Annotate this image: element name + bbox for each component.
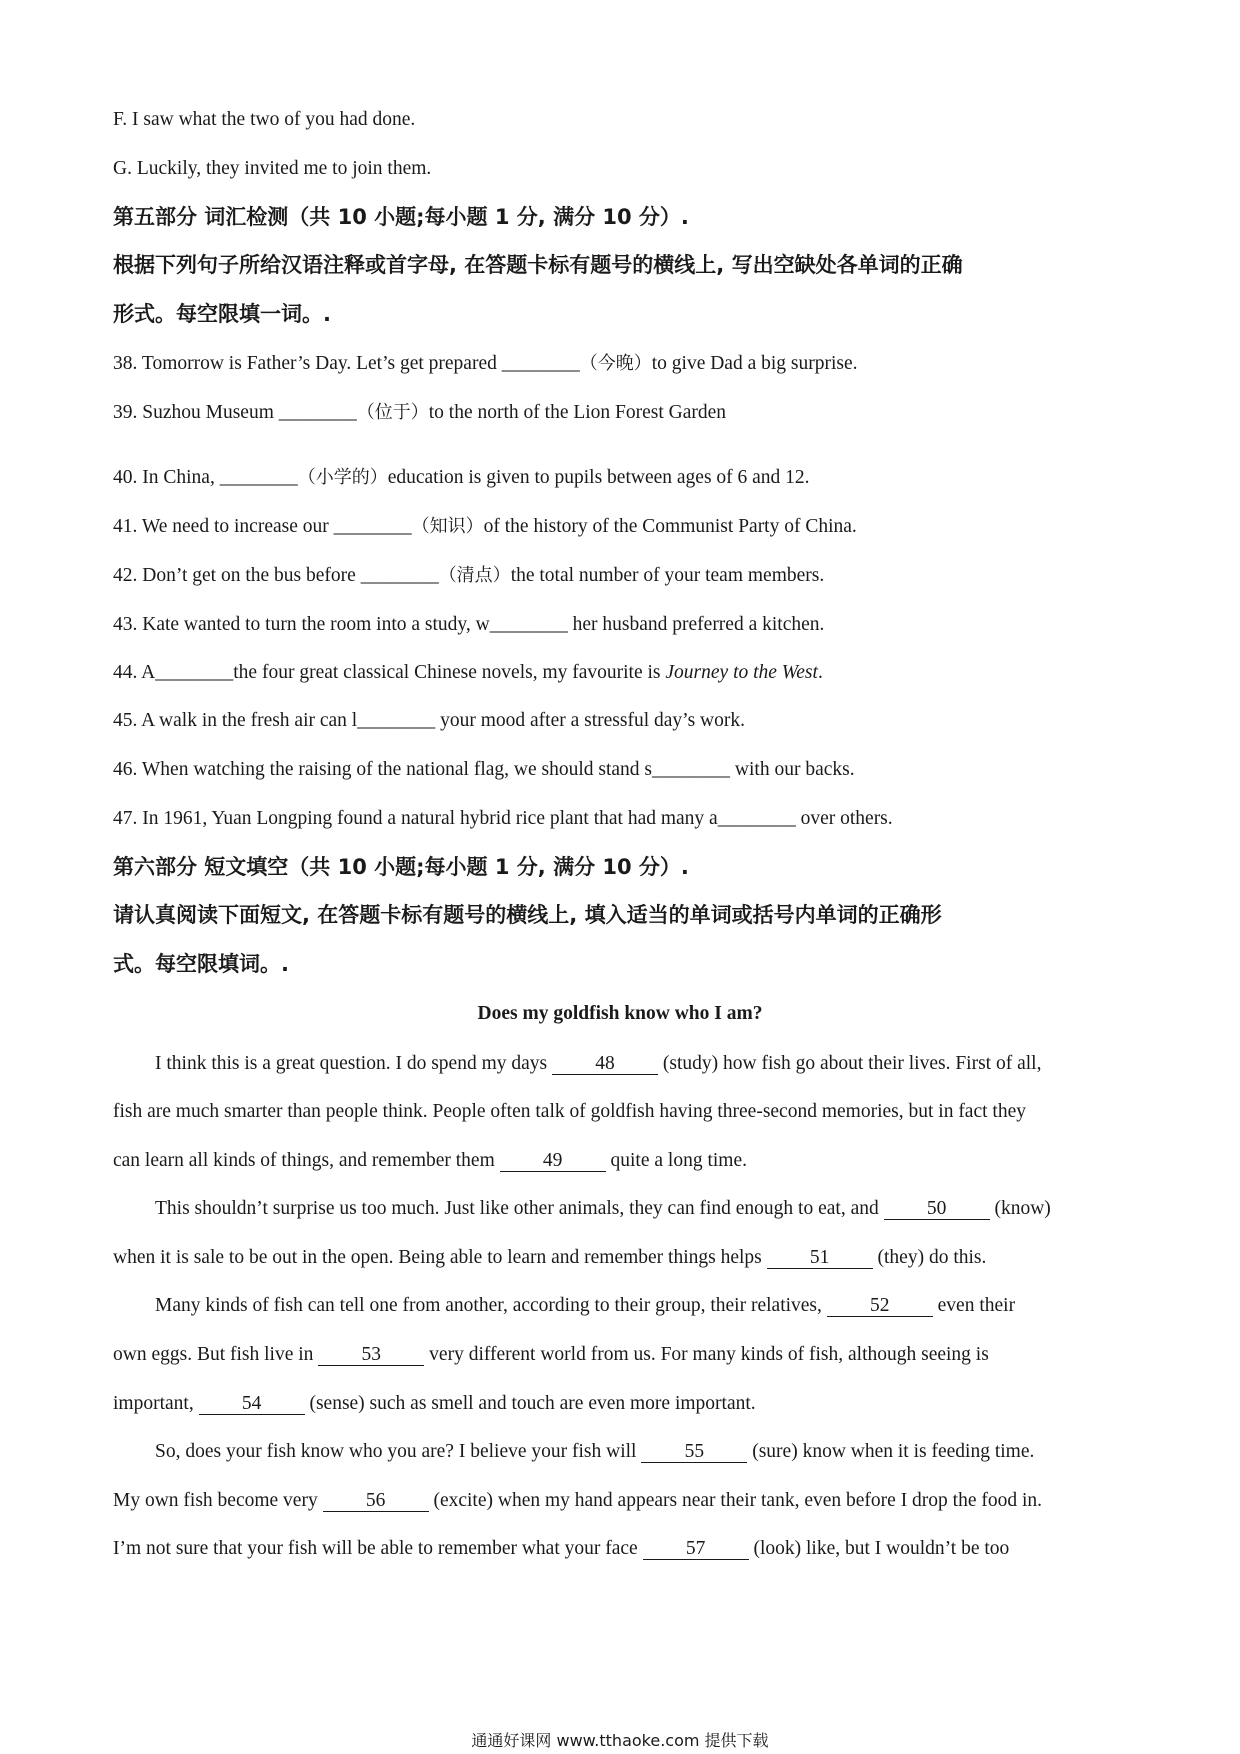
question-text: 46. When watching the raising of the national flag, we should stand s — [113, 759, 653, 780]
question-text: 45. A walk in the fresh air can l — [113, 710, 358, 731]
question-text: over others. — [795, 808, 893, 829]
passage-text: even their — [932, 1295, 1016, 1316]
hint-text: （今晚） — [579, 353, 652, 374]
answer-blank[interactable]: ________ — [717, 808, 796, 829]
numbered-blank-54[interactable]: 54 — [199, 1394, 305, 1415]
question-text: 44. A — [113, 662, 156, 683]
answer-blank[interactable]: ________ — [501, 353, 580, 374]
passage-text: can learn all kinds of things, and remember them — [113, 1150, 500, 1171]
answer-blank[interactable]: ________ — [357, 710, 436, 731]
numbered-blank-55[interactable]: 55 — [641, 1442, 747, 1463]
question-41 — [113, 515, 857, 539]
question-40 — [113, 466, 810, 490]
numbered-blank-56[interactable]: 56 — [323, 1491, 429, 1512]
question-text: to the north of the Lion Forest Garden — [428, 402, 727, 423]
passage-text: quite a long time. — [605, 1150, 747, 1171]
numbered-blank-51[interactable]: 51 — [767, 1248, 873, 1269]
passage-text: (sense) such as smell and touch are even more important. — [304, 1393, 756, 1414]
question-text: 38. Tomorrow is Father’s Day. Let’s get prepared — [113, 353, 502, 374]
numbered-blank-52[interactable]: 52 — [827, 1296, 933, 1317]
footer-watermark: 通通好课网 www.tthaoke.com 提供下载 — [471, 1731, 769, 1750]
passage-text: (sure) know when it is feeding time. — [747, 1441, 1035, 1462]
answer-blank[interactable]: ________ — [489, 614, 568, 635]
passage-text: (excite) when my hand appears near their tank, even before I drop the food in. — [428, 1490, 1043, 1511]
part6-heading: 第六部分 短文填空（共 10 小题;每小题 1 分, 满分 10 分）. — [113, 855, 689, 879]
passage-line — [155, 1294, 1015, 1318]
question-text: 42. Don’t get on the bus before — [113, 565, 361, 586]
question-44 — [113, 661, 823, 685]
question-43 — [113, 613, 824, 637]
passage-text: important, — [113, 1393, 199, 1414]
numbered-blank-53[interactable]: 53 — [318, 1345, 424, 1366]
hint-text: （知识） — [411, 516, 484, 537]
question-text: the total number of your team members. — [510, 565, 825, 586]
question-42 — [113, 564, 824, 588]
hint-text: （位于） — [356, 402, 429, 423]
question-text: with our backs. — [730, 759, 855, 780]
numbered-blank-57[interactable]: 57 — [643, 1539, 749, 1560]
passage-text: very different world from us. For many kinds of fish, although seeing is — [424, 1344, 989, 1365]
answer-blank[interactable]: ________ — [155, 662, 234, 683]
passage-line — [113, 1489, 1042, 1513]
part5-instruction-1: 根据下列句子所给汉语注释或首字母, 在答题卡标有题号的横线上, 写出空缺处各单词的正确 — [113, 253, 963, 277]
question-text: 47. In 1961, Yuan Longping found a natural hybrid rice plant that had many a — [113, 808, 718, 829]
question-text: 41. We need to increase our — [113, 516, 334, 537]
question-text: her husband preferred a kitchen. — [567, 614, 825, 635]
option-g: G. Luckily, they invited me to join them. — [113, 158, 432, 179]
question-text: . — [817, 662, 823, 683]
answer-blank[interactable]: ________ — [333, 516, 412, 537]
question-text: your mood after a stressful day’s work. — [435, 710, 745, 731]
passage-text: (look) like, but I wouldn’t be too — [748, 1538, 1010, 1559]
question-text: 43. Kate wanted to turn the room into a study, w — [113, 614, 490, 635]
numbered-blank-50[interactable]: 50 — [884, 1199, 990, 1220]
passage-text: fish are much smarter than people think. People often talk of goldfish having three-second memories, but in fact they — [113, 1101, 1026, 1122]
question-47 — [113, 807, 893, 831]
passage-line — [113, 1537, 1009, 1561]
passage-text: when it is sale to be out in the open. Being able to learn and remember things helps — [113, 1247, 767, 1268]
numbered-blank-48[interactable]: 48 — [552, 1054, 658, 1075]
option-f: F. I saw what the two of you had done. — [113, 109, 416, 130]
passage-text: So, does your fish know who you are? I believe your fish will — [155, 1441, 642, 1462]
part6-instruction-1: 请认真阅读下面短文, 在答题卡标有题号的横线上, 填入适当的单词或括号内单词的正确形 — [113, 903, 942, 927]
passage-line — [155, 1440, 1034, 1464]
answer-blank[interactable]: ________ — [219, 467, 298, 488]
passage-text: I think this is a great question. I do spend my days — [155, 1053, 552, 1074]
passage-line — [155, 1197, 1051, 1221]
question-38 — [113, 352, 858, 376]
passage-title: Does my goldfish know who I am? — [477, 1003, 763, 1024]
hint-text: （清点） — [438, 565, 511, 586]
part6-instruction-2: 式。每空限填词。. — [113, 952, 289, 976]
answer-blank[interactable]: ________ — [360, 565, 439, 586]
passage-text: (know) — [989, 1198, 1051, 1219]
hint-text: （小学的） — [297, 467, 388, 488]
passage-line — [113, 1246, 986, 1270]
passage-line — [113, 1149, 747, 1173]
question-text: education is given to pupils between ages of 6 and 12. — [387, 467, 810, 488]
question-text: 39. Suzhou Museum — [113, 402, 279, 423]
passage-text: I’m not sure that your fish will be able to remember what your face — [113, 1538, 643, 1559]
answer-blank[interactable]: ________ — [278, 402, 357, 423]
passage-text: own eggs. But fish live in — [113, 1344, 319, 1365]
question-45 — [113, 709, 745, 733]
passage-text: Many kinds of fish can tell one from another, according to their group, their relatives, — [155, 1295, 827, 1316]
passage-text: My own fish become very — [113, 1490, 323, 1511]
passage-text: (study) how fish go about their lives. First of all, — [658, 1053, 1042, 1074]
passage-line — [113, 1100, 1026, 1124]
passage-line — [113, 1343, 989, 1367]
passage-text: This shouldn’t surprise us too much. Just like other animals, they can find enough to eat, and — [155, 1198, 884, 1219]
part5-instruction-2: 形式。每空限填一词。. — [113, 302, 331, 326]
question-text: 40. In China, — [113, 467, 220, 488]
book-title: Journey to the West — [665, 662, 818, 683]
question-text: of the history of the Communist Party of China. — [483, 516, 857, 537]
question-39 — [113, 401, 726, 425]
passage-line — [155, 1052, 1041, 1076]
numbered-blank-49[interactable]: 49 — [500, 1151, 606, 1172]
question-46 — [113, 758, 855, 782]
passage-text: (they) do this. — [872, 1247, 987, 1268]
passage-line — [113, 1392, 756, 1416]
question-text: the four great classical Chinese novels, my favourite is — [233, 662, 666, 683]
part5-heading: 第五部分 词汇检测（共 10 小题;每小题 1 分, 满分 10 分）. — [113, 205, 689, 229]
answer-blank[interactable]: ________ — [652, 759, 731, 780]
question-text: to give Dad a big surprise. — [651, 353, 858, 374]
